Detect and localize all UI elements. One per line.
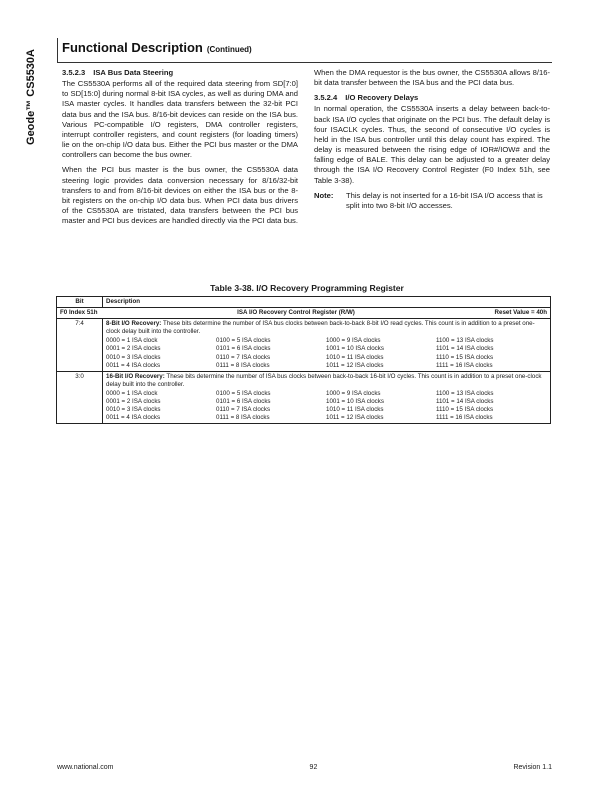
page-number: 92: [309, 764, 318, 771]
bit-description: [103, 371, 551, 424]
encoding-value: 1001 = 10 ISA clocks: [326, 345, 384, 353]
field-description: These bits determine the number of ISA bus clocks between back-to-back 16-bit I/O cycles. This count is in addition to a preset one-clock delay built into the controller.: [106, 372, 542, 388]
page-title-text: Functional Description: [62, 40, 203, 55]
table-header-row: [57, 297, 551, 308]
register-table: [56, 296, 551, 424]
field-label: 8-Bit I/O Recovery:: [106, 320, 162, 328]
bit-range: 7:4: [57, 319, 103, 372]
register-name: ISA I/O Recovery Control Register (R/W): [237, 309, 355, 317]
encoding-value: 0011 = 4 ISA clocks: [106, 414, 161, 422]
encoding-value: 0110 = 7 ISA clocks: [216, 353, 271, 361]
bit-description: [103, 319, 551, 372]
note: [314, 191, 550, 211]
encoding-value: 1001 = 10 ISA clocks: [326, 398, 384, 406]
encoding-value: 0110 = 7 ISA clocks: [216, 406, 271, 414]
register-reset-value: Reset Value = 40h: [494, 309, 547, 317]
page-title: [62, 40, 552, 58]
column-header-bit: Bit: [57, 297, 103, 308]
encoding-value: 0010 = 3 ISA clocks: [106, 353, 161, 361]
product-name: Geode™ CS5530A: [25, 49, 37, 145]
left-column: [62, 68, 298, 231]
bit-range: 3:0: [57, 371, 103, 424]
right-column: [314, 68, 550, 211]
column-header-description: Description: [103, 297, 551, 308]
encoding-value: 0001 = 2 ISA clocks: [106, 398, 161, 406]
footer-url[interactable]: www.national.com: [57, 764, 114, 771]
encoding-value: 1110 = 15 ISA clocks: [436, 406, 494, 414]
section-heading-3-5-2-4: [314, 93, 550, 103]
encoding-value: 1000 = 9 ISA clocks: [326, 389, 381, 397]
encoding-value: 0000 = 1 ISA clock: [106, 389, 158, 397]
field-description: These bits determine the number of ISA bus clocks between back-to-back 8-bit I/O read cycles. This count is in addition to a preset one-clock delay built into the controller.: [106, 320, 535, 336]
encoding-value: 1100 = 13 ISA clocks: [436, 337, 494, 345]
section-heading-3-5-2-3: [62, 68, 298, 78]
encoding-value: 1101 = 14 ISA clocks: [436, 345, 494, 353]
side-product-label: [24, 44, 38, 150]
note-label: Note:: [314, 190, 334, 200]
register-info-row: [57, 308, 551, 319]
paragraph: When the PCI bus master is the bus owner, the CS5530A data steering logic provides data conversion necessary for 8/16/32-bit transfers to and from 8/16-bit devices on either the ISA bus or the 8-bit registers on the on-chip I/O data bus. When PCI data bus drivers of the CS5530A are tristated, data transfers between the PCI bus master and PCI bus devices are handled directly via the PCI data bus.: [62, 165, 298, 226]
encoding-value: 0100 = 5 ISA clocks: [216, 389, 271, 397]
field-label: 16-Bit I/O Recovery:: [106, 372, 165, 380]
paragraph: When the DMA requestor is the bus owner, the CS5530A allows 8/16-bit data transfer between the ISA bus and the PCI data bus.: [314, 68, 550, 88]
encoding-grid: [106, 337, 547, 369]
encoding-value: 1100 = 13 ISA clocks: [436, 389, 494, 397]
encoding-value: 0000 = 1 ISA clock: [106, 337, 158, 345]
encoding-value: 0100 = 5 ISA clocks: [216, 337, 271, 345]
section-title: I/O Recovery Delays: [345, 93, 419, 103]
encoding-value: 0101 = 6 ISA clocks: [216, 345, 271, 353]
encoding-value: 1111 = 16 ISA clocks: [436, 361, 493, 369]
paragraph: In normal operation, the CS5530A inserts a delay between back-to-back ISA I/O cycles that originate on the PCI bus. The default delay is four ISACLK cycles. Thus, the second of consecutive I/O cycles is held in the ISA bus controller until this delay count has expired. The delay is measured between the rising edge of IOR#/IOW# and the falling edge of BALE. This delay can be adjusted to a greater delay through the ISA I/O Recovery Control Register (F0 Index 51h, see Table 3-38).: [314, 104, 550, 185]
encoding-value: 0101 = 6 ISA clocks: [216, 398, 271, 406]
paragraph: The CS5530A performs all of the required data steering from SD[7:0] to SD[15:0] during normal 8-bit ISA cycles, as well as during DMA and ISA master cycles. It handles data transfers between the 32-bit PCI data bus and the ISA bus. 8/16-bit devices can reside on the ISA bus. Various PC-compatible I/O registers, DMA controller registers, interrupt controller registers, and count registers (for loading timers) lie on the on-chip I/O data bus. Either the PCI bus master or the DMA controllers can become the bus owner.: [62, 79, 298, 160]
encoding-value: 1010 = 11 ISA clocks: [326, 353, 384, 361]
encoding-value: 0011 = 4 ISA clocks: [106, 361, 161, 369]
page-title-continued: (Continued): [206, 45, 252, 54]
table-title: Table 3-38. I/O Recovery Programming Register: [210, 283, 404, 293]
encoding-value: 1101 = 14 ISA clocks: [436, 398, 494, 406]
page-footer: [57, 764, 552, 771]
encoding-grid: [106, 390, 547, 422]
section-number: 3.5.2.3: [62, 68, 86, 77]
encoding-value: 1111 = 16 ISA clocks: [436, 414, 493, 422]
encoding-value: 0010 = 3 ISA clocks: [106, 406, 161, 414]
section-number: 3.5.2.4: [314, 93, 338, 103]
register-index: F0 Index 51h: [60, 309, 98, 317]
table-row: [57, 371, 551, 424]
table-row: [57, 319, 551, 372]
encoding-value: 1011 = 12 ISA clocks: [326, 414, 384, 422]
section-title: ISA Bus Data Steering: [93, 68, 174, 77]
encoding-value: 1011 = 12 ISA clocks: [326, 361, 384, 369]
encoding-value: 1000 = 9 ISA clocks: [326, 337, 381, 345]
encoding-value: 0001 = 2 ISA clocks: [106, 345, 161, 353]
header-rule: [57, 62, 552, 63]
header-vertical-rule: [57, 38, 58, 63]
register-info-cell: [57, 308, 551, 319]
encoding-value: 0111 = 8 ISA clocks: [216, 361, 270, 369]
revision: Revision 1.1: [513, 764, 552, 771]
note-text: This delay is not inserted for a 16-bit ISA I/O access that is split into two 8-bit I/O accesses.: [346, 190, 543, 210]
encoding-value: 1110 = 15 ISA clocks: [436, 353, 494, 361]
encoding-value: 1010 = 11 ISA clocks: [326, 406, 384, 414]
encoding-value: 0111 = 8 ISA clocks: [216, 414, 270, 422]
